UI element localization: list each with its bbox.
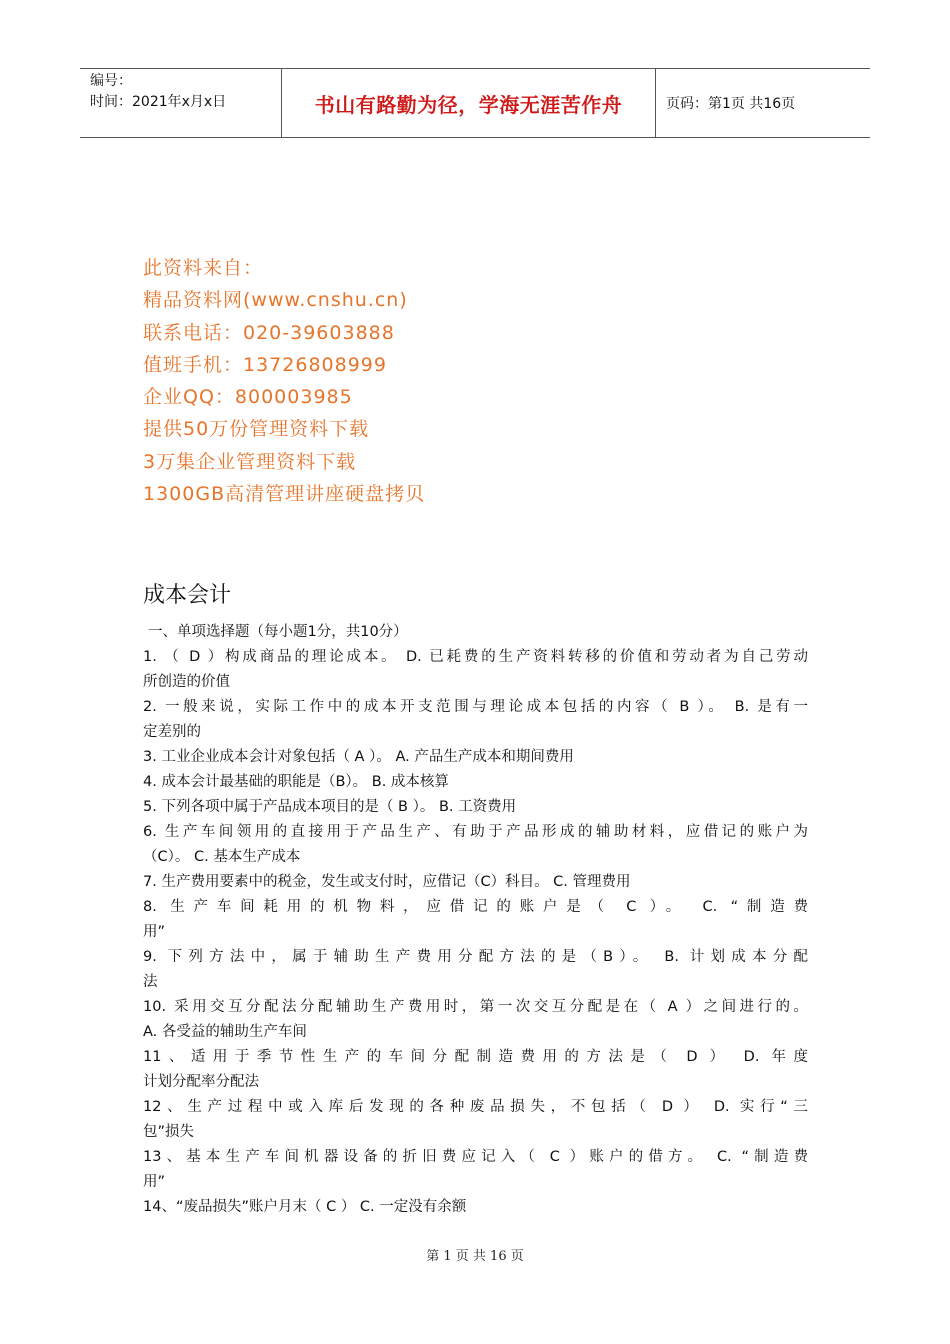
question-line: 7. 生产费用要素中的税金，发生或支付时，应借记（C）科目。 C. 管理费用: [143, 874, 631, 890]
question-continuation: （C）。 C. 基本生产成本: [143, 849, 301, 865]
question-item: [143, 995, 808, 1045]
question-continuation: 包”损失: [143, 1124, 195, 1140]
document-title: 成本会计: [143, 583, 232, 608]
motto: 书山有路勤为径，学海无涯苦作舟: [314, 92, 623, 117]
question-item: [143, 770, 808, 795]
question-item: [143, 1095, 808, 1145]
question-list: [143, 620, 808, 1220]
question-item: [143, 945, 808, 995]
question-continuation: 用”: [143, 1174, 166, 1190]
question-line: 14、“废品损失”账户月末（ C ） C. 一定没有余额: [143, 1199, 467, 1215]
question-item: [143, 795, 808, 820]
section-title: 一、单项选择题（每小题1分，共10分）: [148, 624, 408, 640]
question-continuation: 定差别的: [143, 724, 201, 740]
number-label: 编号：: [90, 73, 132, 89]
question-item: [143, 1145, 808, 1195]
question-line: 8. 生产车间耗用的机物料，应借记的账户是（ C ）。 C. “制造费: [143, 899, 808, 915]
question-item: [143, 1045, 808, 1095]
promo-line: 精品资料网(www.cnshu.cn): [143, 289, 408, 312]
header-page-cell: [656, 69, 870, 137]
page-header: [80, 68, 870, 138]
page-footer: 第 1 页 共 16 页: [426, 1249, 524, 1264]
question-line: 3. 工业企业成本会计对象包括（ A ）。 A. 产品生产成本和期间费用: [143, 749, 574, 765]
question-item: [143, 870, 808, 895]
question-line: 11、适用于季节性生产的车间分配制造费用的方法是（ D ） D. 年度: [143, 1049, 808, 1065]
promo-line: 此资料来自：: [143, 257, 264, 279]
question-item: [143, 1195, 808, 1220]
question-line: 1. （ D ）构成商品的理论成本。 D. 已耗费的生产资料转移的价值和劳动者为自己劳动: [143, 649, 808, 665]
question-item: [143, 745, 808, 770]
promo-line: 1300GB高清管理讲座硬盘拷贝: [143, 483, 426, 506]
promo-line: 提供50万份管理资料下载: [143, 418, 370, 441]
question-item: [143, 695, 808, 745]
promo-line: 3万集企业管理资料下载: [143, 450, 357, 473]
question-item: [143, 645, 808, 695]
question-line: 9. 下列方法中，属于辅助生产费用分配方法的是（B）。 B. 计划成本分配: [143, 949, 808, 965]
promo-line: 联系电话：020-39603888: [143, 321, 395, 344]
question-line: 5. 下列各项中属于产品成本项目的是（ B ）。 B. 工资费用: [143, 799, 517, 815]
question-item: [143, 820, 808, 870]
question-line: 6. 生产车间领用的直接用于产品生产、有助于产品形成的辅助材料，应借记的账户为: [143, 824, 808, 840]
question-continuation: 计划分配率分配法: [143, 1074, 259, 1090]
question-line: 13、基本生产车间机器设备的折旧费应记入（ C ）账户的借方。 C. “制造费: [143, 1149, 808, 1165]
question-line: 2. 一般来说，实际工作中的成本开支范围与理论成本包括的内容（ B ）。 B. 是有一: [143, 699, 808, 715]
promo-line: 企业QQ：800003985: [143, 386, 353, 409]
question-line: 4. 成本会计最基础的职能是（B）。 B. 成本核算: [143, 774, 449, 790]
question-continuation: A. 各受益的辅助生产车间: [143, 1024, 307, 1040]
promo-block: [143, 252, 425, 510]
question-continuation: 法: [143, 974, 158, 990]
question-item: [143, 895, 808, 945]
question-continuation: 用”: [143, 924, 166, 940]
header-left-cell: [80, 69, 282, 137]
question-continuation: 所创造的价值: [143, 674, 230, 690]
header-motto-cell: [282, 69, 656, 137]
question-line: 10. 采用交互分配法分配辅助生产费用时，第一次交互分配是在（ A ）之间进行的。: [143, 999, 808, 1015]
time-label: 时间：2021年x月x日: [90, 94, 227, 110]
page-info: 页码：第1页 共16页: [666, 96, 796, 112]
question-line: 12、生产过程中或入库后发现的各种废品损失，不包括（ D ） D. 实行“三: [143, 1099, 808, 1115]
promo-line: 值班手机：13726808999: [143, 353, 387, 376]
